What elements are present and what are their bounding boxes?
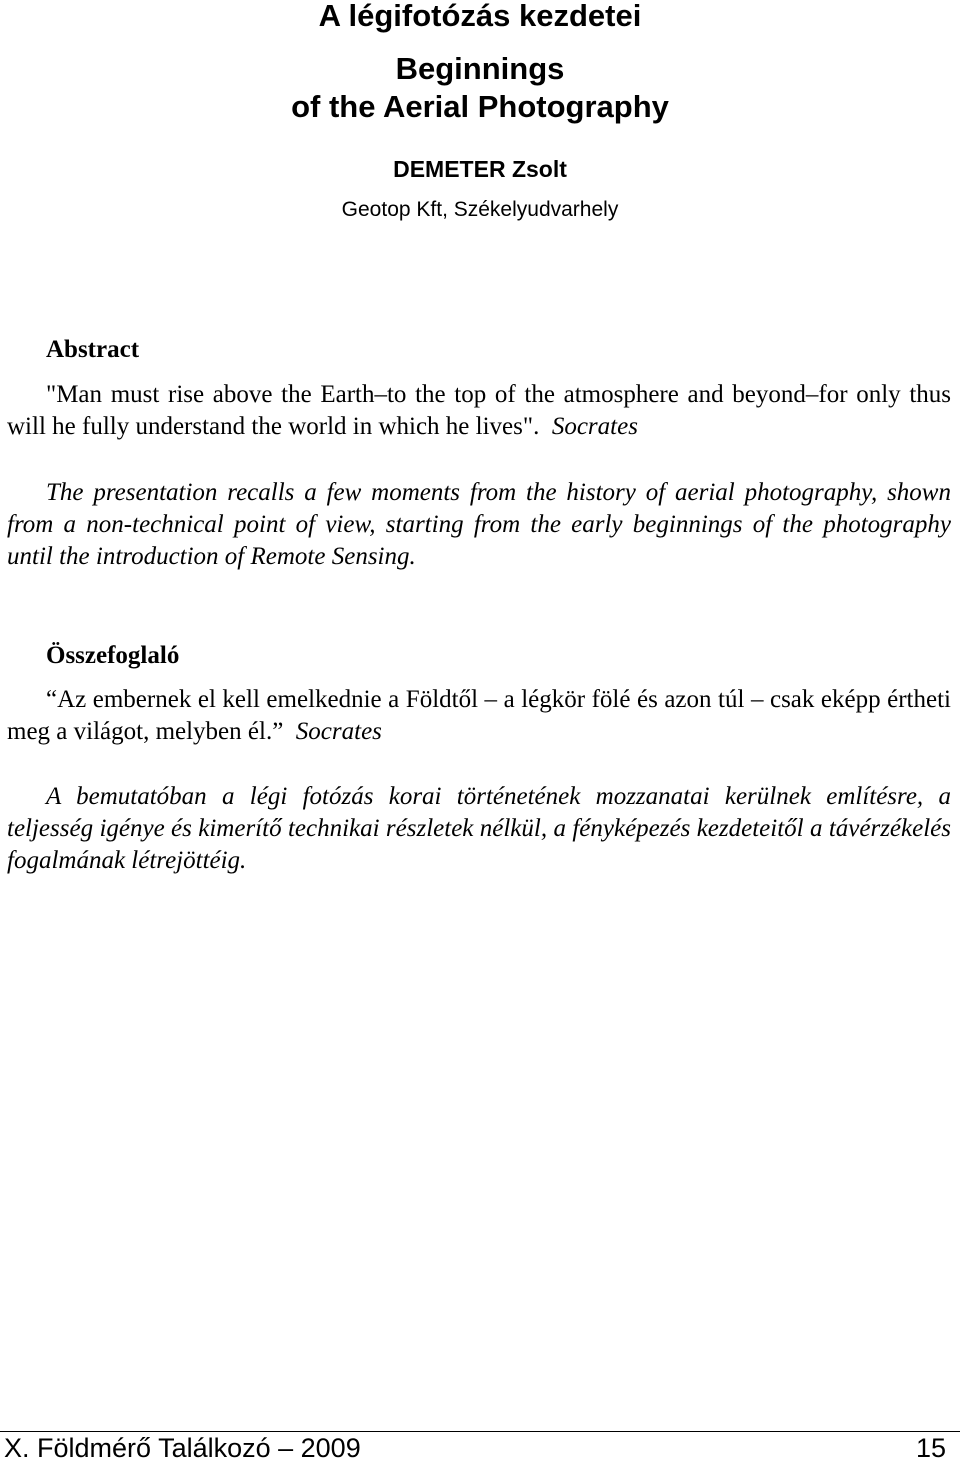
footer-conference: X. Földmérő Találkozó – 2009 — [4, 1433, 361, 1463]
footer-divider — [0, 1431, 960, 1432]
author-name: DEMETER Zsolt — [393, 156, 567, 182]
title-english — [0, 50, 960, 126]
osszefoglalo-quote — [7, 684, 951, 748]
page-number: 15 — [915, 1433, 946, 1463]
osszefoglalo-heading: Összefoglaló — [46, 642, 180, 669]
osszefoglalo-quote-text: “Az embernek el kell emelkednie a Földtől – a légkör fölé és azon túl – csak eképp értheti meg a világot, melyben él.” — [7, 686, 951, 745]
abstract-quote-author: Socrates — [551, 413, 638, 440]
title-english-line2: of the Aerial Photography — [291, 89, 669, 124]
abstract-quote — [7, 379, 951, 443]
abstract-heading: Abstract — [46, 336, 140, 363]
title-hungarian: A légifotózás kezdetei — [318, 0, 642, 33]
title-english-line1: Beginnings — [395, 51, 565, 86]
osszefoglalo-quote-author: Socrates — [295, 718, 382, 745]
author-affiliation: Geotop Kft, Székelyudvarhely — [341, 198, 619, 221]
abstract-quote-text: "Man must rise above the Earth–to the top of the atmosphere and beyond–for only thus will he fully understand the world in which he lives". — [7, 381, 951, 440]
abstract-body: The presentation recalls a few moments from the history of aerial photography, shown from a non-technical point of view, starting from the early beginnings of the photography until the introduction of Remote Sensing. — [7, 479, 951, 570]
osszefoglalo-body: A bemutatóban a légi fotózás korai történetének mozzanatai kerülnek említésre, a teljesség igénye és kimerítő technikai részletek nélkül, a fényképezés kezdeteitől a távérzékelés fogalmának létrejöttéig. — [7, 783, 951, 874]
